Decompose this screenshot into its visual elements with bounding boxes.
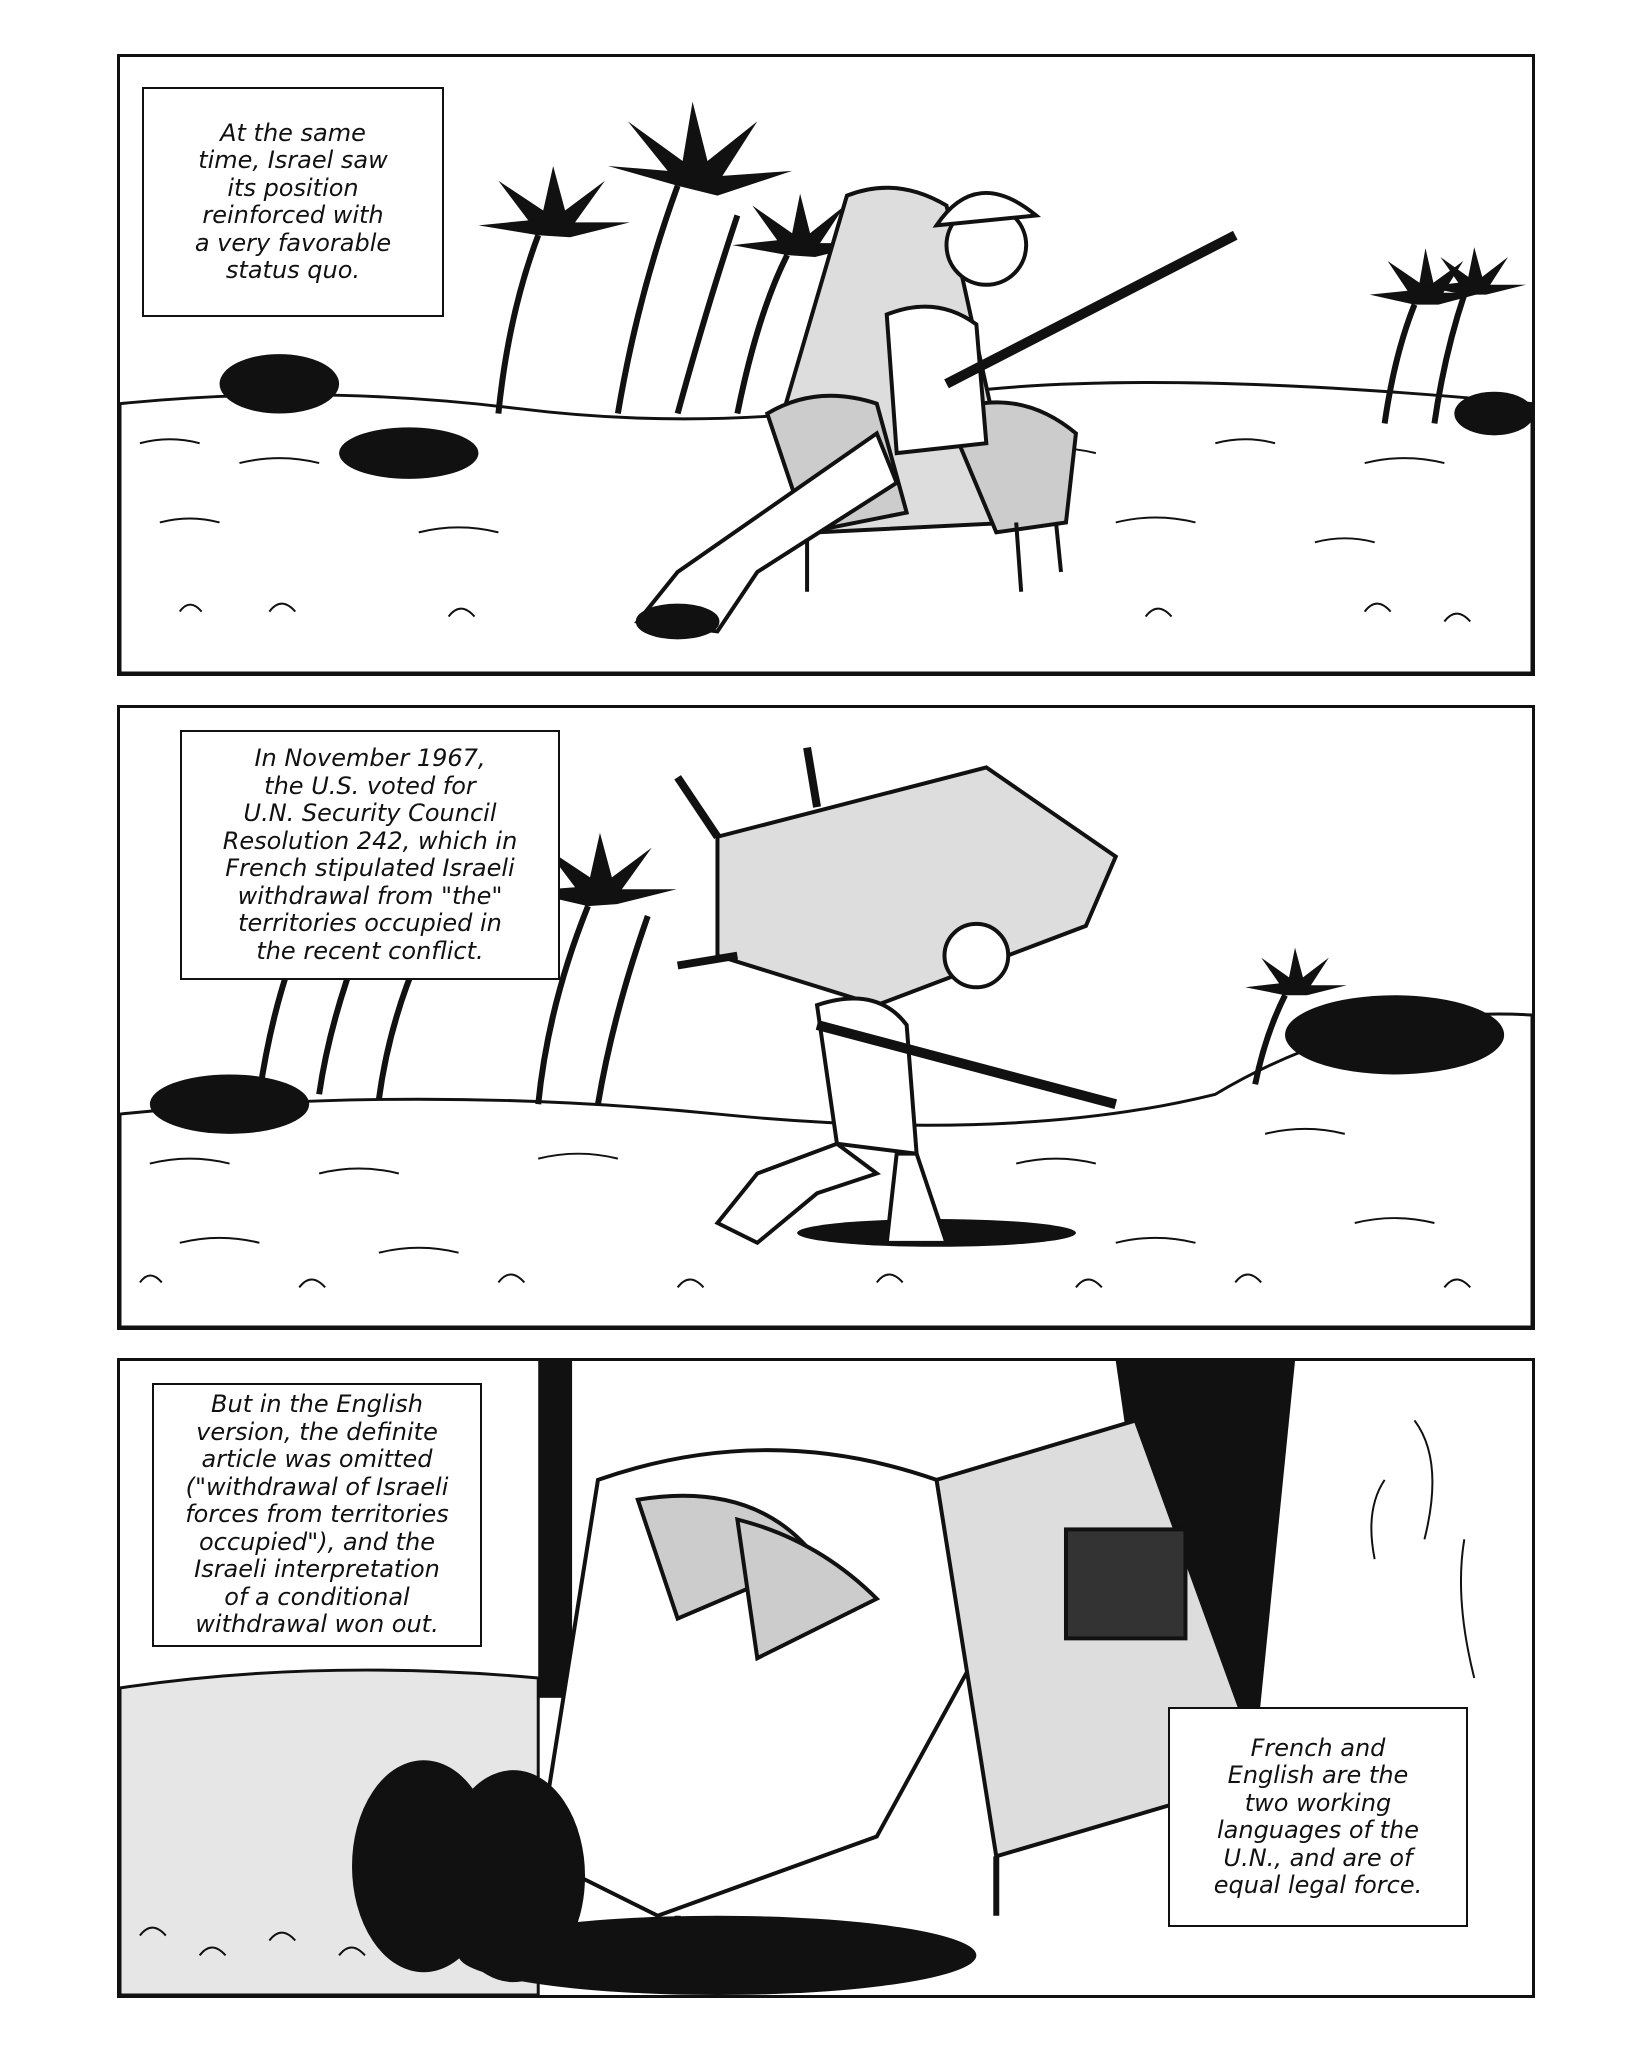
caption-line: Israeli interpretation [194,1555,440,1584]
panel-3-caption-2 [1168,1707,1468,1927]
caption-line: forces from territories [185,1500,449,1529]
panel-3 [117,1358,1535,1998]
caption-line: equal legal force. [1213,1871,1423,1899]
caption-line: a very favorable [194,228,392,257]
caption-line: time, Israel saw [198,146,388,174]
caption-line: U.N. Security Council [243,799,497,827]
panel-1 [117,54,1535,676]
caption-line: occupied"), and the [198,1527,435,1556]
panel-2-caption [180,730,560,980]
caption-line: the U.S. voted for [264,771,476,800]
caption-line: its position [227,173,359,202]
panel-1-caption [142,87,444,317]
caption-line: withdrawal from "the" [237,881,503,910]
caption-line: languages of the [1216,1816,1420,1844]
caption-line: At the same [220,118,366,147]
caption-line: version, the definite [196,1417,438,1446]
panel-2 [117,705,1535,1330]
caption-line: But in the English [211,1390,423,1419]
caption-line: territories occupied in [238,909,502,937]
panel-3-caption [152,1383,482,1647]
caption-line: English are the [1227,1761,1409,1789]
caption-line: the recent conflict. [256,936,484,965]
caption-line: Resolution 242, which in [222,826,518,855]
caption-line: reinforced with [202,201,384,229]
caption-line: ("withdrawal of Israeli [185,1472,449,1501]
caption-line: two working [1244,1788,1392,1817]
caption-line: U.N., and are of [1223,1843,1413,1872]
caption-line: article was omitted [201,1445,433,1474]
caption-line: status quo. [225,256,361,284]
caption-line: French stipulated Israeli [225,854,515,882]
caption-line: of a conditional [224,1582,410,1611]
caption-line: French and [1250,1733,1386,1762]
caption-line: In November 1967, [254,744,486,772]
caption-line: withdrawal won out. [195,1610,439,1639]
